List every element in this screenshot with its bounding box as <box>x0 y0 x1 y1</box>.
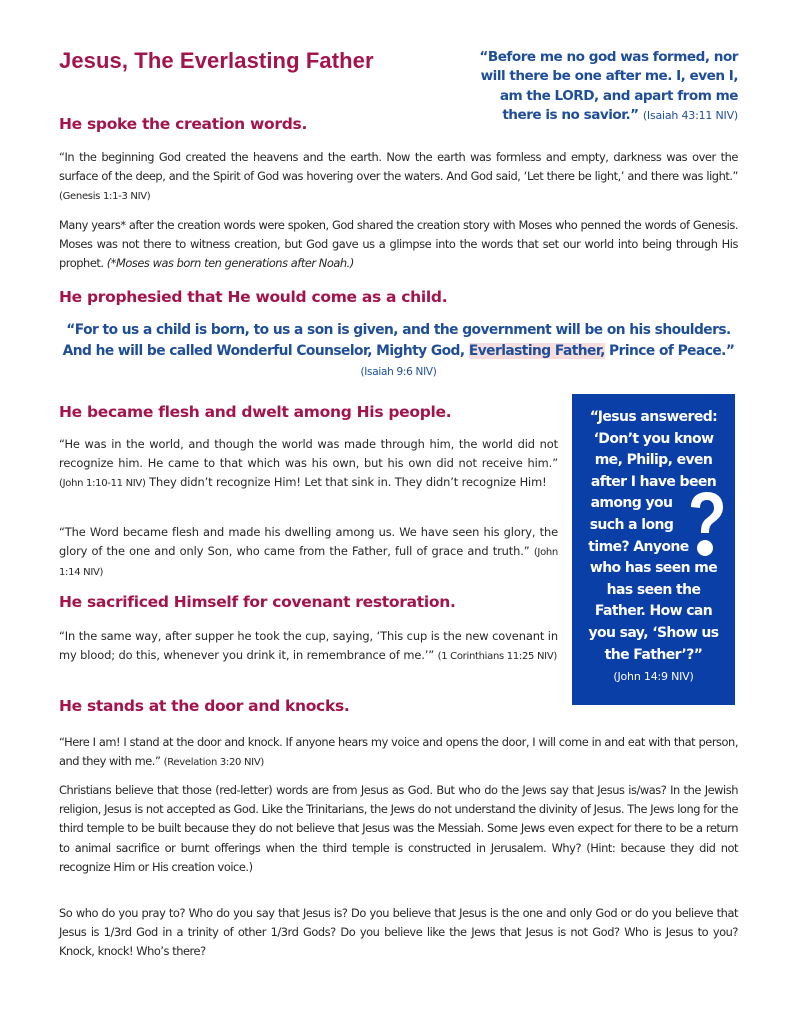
callout-line: among you <box>590 495 673 512</box>
quote-citation: (Isaiah 43:11 NIV) <box>642 108 738 122</box>
isaiah-43-11-quote <box>455 48 738 125</box>
scripture-citation: (John 1:14 NIV) <box>59 547 558 579</box>
callout-line: “Jesus answered: <box>589 409 718 425</box>
scripture-citation: (Genesis 1:1-3 NIV) <box>59 191 151 203</box>
page-title: Jesus, The Everlasting Father <box>59 48 374 73</box>
callout-line: time? Anyone <box>588 538 689 555</box>
question-mark-icon <box>688 492 724 558</box>
scripture-citation: (John 1:10-11 NIV) <box>59 478 146 490</box>
john-14-9-callout <box>572 394 735 705</box>
body-text: Christians believe that those (red-letter) words are from Jesus as God. But who do the Jews say that Jesus is/was? In the Jewish religion, Jesus is not accepted as God. Like the Trinitarians, the Jews do not understand the divinity of Jesus. The Jews long for the third temple to be built because they do not believe that Jesus was the Messiah. Some Jews even expect for there to be a return to animal sacrifice or burnt offerings when the third temple is constructed in Jerusalem. Why? (Hint: because they did not recognize Him or His creation voice.) <box>59 783 738 874</box>
quote-line: there is no savior.” <box>502 106 639 123</box>
jewish-view-paragraph <box>59 781 738 877</box>
quote-line: am the LORD, and apart from me <box>499 87 738 104</box>
callout-line: the Father’?” <box>604 646 703 663</box>
footnote-text: (*Moses was born ten generations after Noah.) <box>106 256 354 271</box>
callout-line: has seen the <box>606 581 701 598</box>
quote-text: “For to us a child is born, to us a son is given, and the government will be on his shoulders. And he will be called Wonderful Counselor, Mighty God, <box>62 322 731 359</box>
callout-line: ‘Don’t you know <box>593 430 714 447</box>
highlighted-phrase: Everlasting Father, <box>468 342 605 359</box>
scripture-text: “In the same way, after supper he took the cup, saying, ‘This cup is the new covenant in my blood; do this, whenever you drink it, in remembrance of me.’” <box>59 629 558 663</box>
scripture-text: “He was in the world, and though the world was made through him, the world did not recognize him. He came to that which was his own, but his own did not receive him.” <box>59 437 558 471</box>
callout-line: after I have been <box>590 473 717 490</box>
scripture-text: “The Word became flesh and made his dwelling among us. We have seen his glory, the glory of the one and only Son, who came from the Father, full of grace and truth.” <box>59 525 558 559</box>
section-heading-sacrifice: He sacrificed Himself for covenant restoration. <box>59 593 456 611</box>
section-heading-door: He stands at the door and knocks. <box>59 697 350 715</box>
quote-line: will there be one after me. I, even I, <box>480 68 738 85</box>
revelation-paragraph <box>59 733 738 772</box>
scripture-citation: (Revelation 3:20 NIV) <box>163 757 264 769</box>
scripture-text: “In the beginning God created the heavens and the earth. Now the earth was formless and empty, darkness was over the surface of the deep, and the Spirit of God was hovering over the waters. And God said, ‘Let there be light,’ and there was light.” <box>59 150 738 184</box>
quote-text-end: Prince of Peace.” <box>604 342 735 359</box>
john-1-10-paragraph <box>59 435 558 494</box>
genesis-paragraph <box>59 148 738 207</box>
scripture-text: “Here I am! I stand at the door and knock. If anyone hears my voice and opens the door, I will come in and eat with that person, and they with me.” <box>59 735 738 769</box>
quote-line: “Before me no god was formed, nor <box>479 49 738 65</box>
body-text: Many years* after the creation words were spoken, God shared the creation story with Moses who penned the words of Genesis. Moses was not there to witness creation, but God gave us a glimpse into the words that set our world into being through His prophet. <box>59 218 738 271</box>
callout-line: me, Philip, even <box>594 452 713 469</box>
isaiah-9-6-quote <box>59 320 738 383</box>
moses-paragraph <box>59 216 738 274</box>
section-heading-incarnation: He became flesh and dwelt among His people. <box>59 403 452 421</box>
section-heading-prophecy: He prophesied that He would come as a child. <box>59 288 448 306</box>
callout-citation: (John 14:9 NIV) <box>613 670 694 683</box>
callout-line: you say, ‘Show us <box>588 624 719 641</box>
callout-line: Father. How can <box>594 603 713 620</box>
quote-citation: (Isaiah 9:6 NIV) <box>360 366 437 378</box>
callout-line: such a long <box>589 516 674 533</box>
commentary-text: They didn’t recognize Him! Let that sink in. They didn’t recognize Him! <box>149 475 547 490</box>
section-heading-creation: He spoke the creation words. <box>59 115 308 133</box>
closing-questions-paragraph <box>59 904 738 962</box>
body-text: So who do you pray to? Who do you say that Jesus is? Do you believe that Jesus is the one and only God or do you believe that Jesus is 1/3rd God in a trinity of other 1/3rd Gods? Do you believe like the Jews that Jesus is not God? Who is Jesus to you? Knock, knock! Who’s there? <box>59 906 738 959</box>
callout-line: who has seen me <box>589 560 718 577</box>
corinthians-paragraph <box>59 627 558 666</box>
john-1-14-paragraph <box>59 523 558 583</box>
scripture-citation: (1 Corinthians 11:25 NIV) <box>437 651 557 663</box>
